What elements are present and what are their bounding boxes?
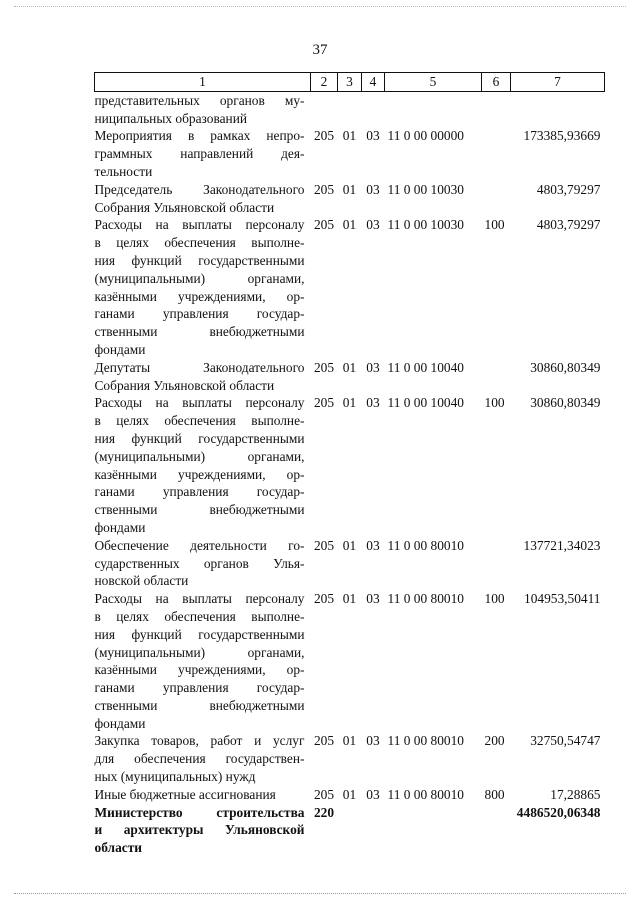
subsection-code: 03	[366, 591, 380, 607]
table-row	[95, 91, 605, 127]
amount: 4803,79297	[536, 181, 601, 197]
column-header-6: 6	[482, 73, 511, 92]
description-line: фондами	[94, 519, 146, 535]
page-number: 37	[312, 42, 328, 58]
scan-top-edge	[14, 6, 626, 7]
description-line: Собрания Ульяновской области	[94, 377, 275, 393]
description-line: Министерство строительства	[94, 804, 305, 820]
target-article-code: 11 0 00 10040	[387, 359, 464, 375]
description-line: (муниципальными) органами,	[94, 448, 305, 464]
subsection-code: 03	[366, 537, 380, 553]
row-description	[95, 394, 311, 536]
target-article-code: 11 0 00 00000	[387, 128, 464, 144]
description-line: граммных направлений дея-	[94, 146, 305, 162]
description-line: в целях обеспечения выполне-	[94, 413, 305, 429]
expense-type-code: 800	[484, 786, 505, 802]
description-line: представительных органов му-	[94, 92, 305, 108]
amount: 173385,93669	[523, 128, 601, 144]
description-line: Собрания Ульяновской области	[94, 199, 275, 215]
expense-type-code: 100	[484, 395, 505, 411]
ved-code: 205	[313, 359, 335, 375]
description-line: ния функций государственными	[94, 430, 305, 446]
description-line: фондами	[94, 341, 146, 357]
table-row	[95, 786, 605, 804]
subsection-code: 03	[366, 181, 380, 197]
amount: 137721,34023	[523, 537, 601, 553]
subsection-code: 03	[366, 395, 380, 411]
table-row	[95, 394, 605, 536]
description-line: Закупка товаров, работ и услуг	[94, 733, 305, 749]
description-line: казёнными учреждениями, ор-	[94, 466, 305, 482]
description-line: Обеспечение деятельности го-	[94, 537, 305, 553]
target-article-code: 11 0 00 80010	[387, 537, 464, 553]
description-line: ганами управления государ-	[94, 484, 305, 500]
description-line: ния функций государственными	[94, 252, 305, 268]
description-line: Расходы на выплаты персоналу	[94, 395, 305, 411]
amount: 17,28865	[550, 786, 601, 802]
section-code: 01	[342, 537, 357, 553]
expense-type-code	[482, 804, 511, 857]
amount: 104953,50411	[524, 591, 601, 607]
description-line: ганами управления государ-	[94, 306, 305, 322]
expense-type-code	[482, 537, 511, 590]
row-description	[95, 537, 311, 590]
description-line: (муниципальными) органами,	[94, 644, 305, 660]
ved-code: 205	[313, 217, 335, 233]
description-line: Депутаты Законодательного	[94, 359, 305, 375]
description-line: казёнными учреждениями, ор-	[94, 288, 305, 304]
target-article-code: 11 0 00 10030	[387, 217, 464, 233]
description-line: области	[94, 840, 143, 856]
expense-type-code	[482, 91, 511, 127]
column-header-2: 2	[311, 73, 338, 92]
subsection-code	[362, 804, 385, 857]
table-row	[95, 359, 605, 395]
ved-code: 205	[313, 591, 335, 607]
ved-code: 205	[313, 786, 335, 802]
description-line: Иные бюджетные ассигнования	[94, 786, 276, 802]
subsection-code: 03	[366, 786, 380, 802]
ved-code: 205	[313, 733, 335, 749]
section-code	[338, 91, 362, 127]
section-code: 01	[342, 217, 357, 233]
table-row	[95, 181, 605, 217]
row-description	[95, 732, 311, 785]
description-line: и архитектуры Ульяновской	[94, 822, 305, 838]
description-line: для обеспечения государствен-	[94, 751, 305, 767]
expense-type-code	[482, 181, 511, 217]
description-line: казёнными учреждениями, ор-	[94, 662, 305, 678]
row-description	[95, 91, 311, 127]
column-header-3: 3	[338, 73, 362, 92]
table-row	[95, 537, 605, 590]
expense-type-code	[482, 359, 511, 395]
description-line: ственными внебюджетными	[94, 502, 305, 518]
ved-code: 205	[313, 128, 335, 144]
description-line: ственными внебюджетными	[94, 324, 305, 340]
subsection-code: 03	[366, 733, 380, 749]
amount	[511, 91, 605, 127]
section-code	[338, 804, 362, 857]
description-line: ганами управления государ-	[94, 680, 305, 696]
target-article-code: 11 0 00 80010	[387, 786, 464, 802]
scan-bottom-edge	[14, 893, 626, 894]
table-row	[95, 732, 605, 785]
ved-code: 205	[313, 181, 335, 197]
target-article-code: 11 0 00 80010	[387, 591, 464, 607]
section-code: 01	[342, 591, 357, 607]
amount: 30860,80349	[530, 359, 601, 375]
amount: 4803,79297	[536, 217, 601, 233]
table-row	[95, 216, 605, 358]
description-line: Расходы на выплаты персоналу	[94, 217, 305, 233]
amount: 4486520,06348	[516, 804, 601, 820]
column-header-1: 1	[95, 73, 311, 92]
description-line: Мероприятия в рамках непро-	[94, 128, 305, 144]
table-body	[95, 91, 605, 857]
target-article-code: 11 0 00 80010	[387, 733, 464, 749]
description-line: Председатель Законодательного	[94, 181, 305, 197]
row-description	[95, 359, 311, 395]
budget-table	[94, 72, 605, 857]
row-description	[95, 804, 311, 857]
description-line: ния функций государственными	[94, 626, 305, 642]
row-description	[95, 127, 311, 180]
row-description	[95, 181, 311, 217]
amount: 32750,54747	[530, 733, 601, 749]
description-line: в целях обеспечения выполне-	[94, 235, 305, 251]
section-code: 01	[342, 786, 357, 802]
section-code: 01	[342, 395, 357, 411]
expense-type-code: 200	[484, 733, 505, 749]
row-description	[95, 786, 311, 804]
description-line: ственными внебюджетными	[94, 697, 305, 713]
table-row	[95, 590, 605, 732]
expense-type-code	[482, 127, 511, 180]
section-code: 01	[342, 359, 357, 375]
target-article-code	[385, 804, 482, 857]
subsection-code: 03	[366, 359, 380, 375]
table-header	[95, 73, 605, 92]
description-line: ниципальных образований	[94, 110, 248, 126]
row-description	[95, 216, 311, 358]
ved-code	[311, 91, 338, 127]
table-row	[95, 127, 605, 180]
description-line: в целях обеспечения выполне-	[94, 608, 305, 624]
description-line: фондами	[94, 715, 146, 731]
amount: 30860,80349	[530, 395, 601, 411]
section-code: 01	[342, 733, 357, 749]
table-row	[95, 804, 605, 857]
subsection-code: 03	[366, 128, 380, 144]
ved-code: 205	[313, 537, 335, 553]
description-line: (муниципальными) органами,	[94, 270, 305, 286]
target-article-code	[385, 91, 482, 127]
description-line: тельности	[94, 163, 153, 179]
description-line: Расходы на выплаты персоналу	[94, 591, 305, 607]
description-line: сударственных органов Улья-	[94, 555, 305, 571]
subsection-code: 03	[366, 217, 380, 233]
expense-type-code: 100	[484, 217, 505, 233]
subsection-code	[362, 91, 385, 127]
description-line: новской области	[94, 573, 189, 589]
ved-code: 205	[313, 395, 335, 411]
column-header-7: 7	[511, 73, 605, 92]
header-row	[95, 73, 605, 92]
section-code: 01	[342, 128, 357, 144]
target-article-code: 11 0 00 10040	[387, 395, 464, 411]
expense-type-code: 100	[484, 591, 505, 607]
column-header-4: 4	[362, 73, 385, 92]
description-line: ных (муниципальных) нужд	[94, 769, 256, 785]
ved-code: 220	[313, 804, 335, 820]
section-code: 01	[342, 181, 357, 197]
row-description	[95, 590, 311, 732]
column-header-5: 5	[385, 73, 482, 92]
target-article-code: 11 0 00 10030	[387, 181, 464, 197]
